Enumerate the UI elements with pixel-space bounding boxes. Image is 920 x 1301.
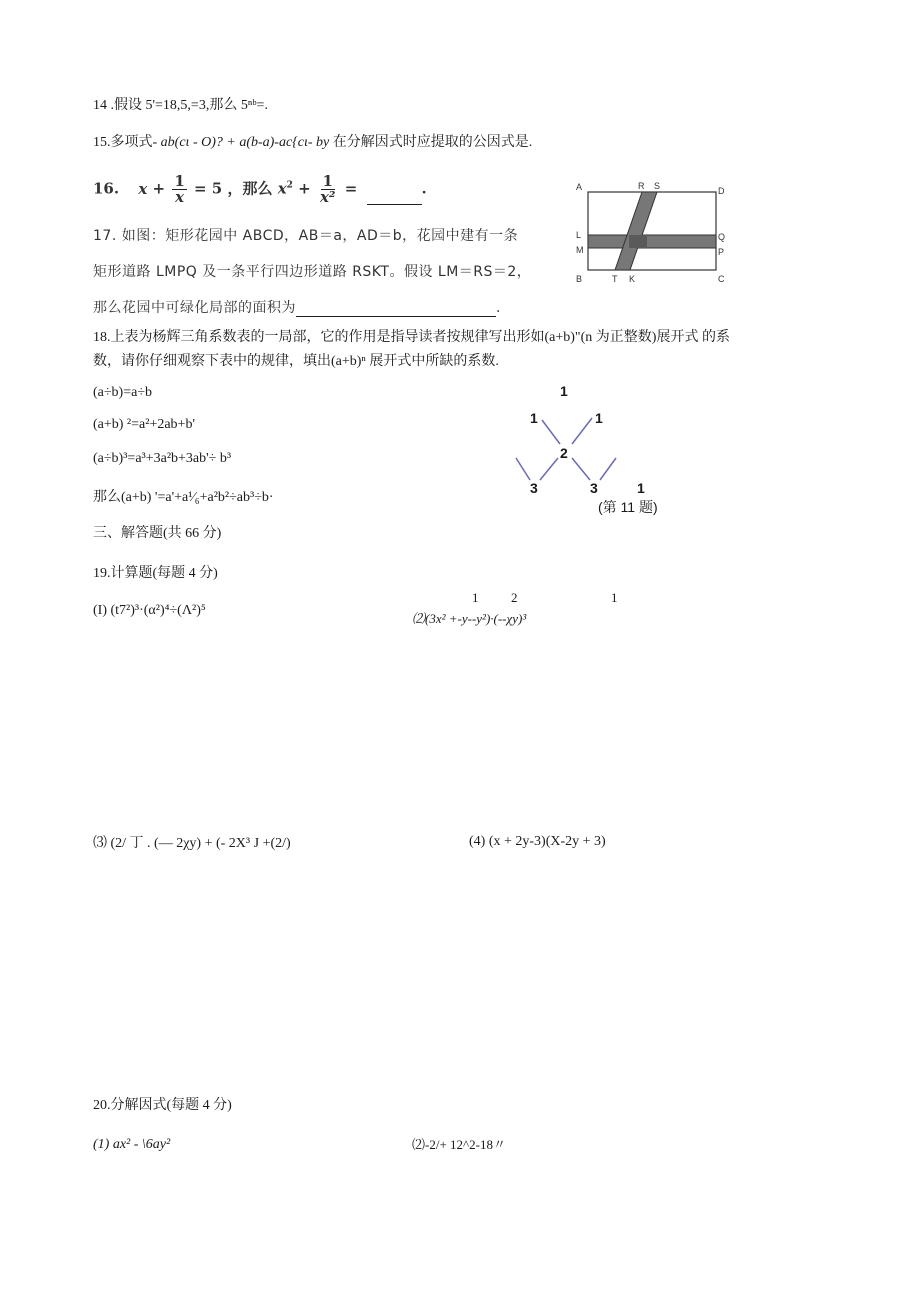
label-r: R [638,181,645,191]
label-l: L [576,230,582,240]
binomial-row-3: (a÷b)³=a³+3a²b+3ab'÷ b³ [93,451,232,466]
q16-x2: x [277,179,287,198]
question-15 [93,131,532,151]
triangle-number: 2 [560,445,568,461]
label-k: K [629,274,636,284]
triangle-number: 1 [637,480,645,496]
road-lmpq [588,235,716,248]
label-t: T [612,274,618,284]
label-s: S [654,181,661,191]
q16-sup2: 2 [286,180,293,191]
binomial-row-1: (a÷b)=a÷b [93,385,153,400]
q19-part-1: (I) (t7²)³·(α²)⁴÷(Λ²)⁵ [93,603,206,618]
q19-part-3: ⑶ (2/ 丁 . (— 2χy) + (- 2X³ J +(2/) [93,836,291,851]
q16-frac2-den: x² [319,188,336,206]
q15-prefix: 15.多项式- [93,135,161,150]
q16-plus2: + [298,179,311,198]
q15-expression: ab(cι - O)? + a(b-a)-ac{cι- by [160,135,330,150]
triangle-number: 3 [590,480,598,496]
triangle-line-6 [600,458,616,480]
q16-eq2: = [344,179,358,198]
q19-part-2-fraction-top: 1 [611,590,618,605]
q15-suffix: 在分解因式时应提取的公因式是. [329,135,533,150]
q16-answer-blank[interactable] [367,204,422,205]
q19-part-2-fraction-top: 2 [511,590,518,605]
question-20-title: 20.分解因式(每题 4 分) [93,1098,232,1113]
q19-part-4: (4) (x + 2y-3)(X-2y + 3) [469,834,606,849]
question-19-title: 19.计算题(每题 4 分) [93,566,218,581]
triangle-line-3 [516,458,530,480]
triangle-number: 1 [530,410,538,426]
q16-eq1: = 5 ，那么 [194,179,273,198]
q16-label: 16. [93,179,120,198]
section-3-heading: 三、解答题(共 66 分) [93,526,222,541]
question-18-line-1: 18.上表为杨辉三角系数表的一局部，它的作用是指导读者按规律写出形如(a+b)"(n 为正整数)展开式 的系 [93,330,730,345]
question-16: 16. x + $\frac{1}{x}$ = 5 ，那么 $x^2$ + $\frac{1}{\text{x²}}$ = . [93,172,427,206]
label-a: A [576,182,583,192]
question-18-line-2: 数，请你仔细观察下表中的规律，填出(a+b)ⁿ 展开式中所缺的系数. [93,354,499,369]
binomial-row-2: (a+b) ²=a²+2ab+b' [93,417,195,432]
q16-fraction-1 [172,174,186,205]
question-17-line-1: 17. 如图：矩形花园中 ABCD，AB＝a，AD＝b，花园中建有一条 [93,228,519,244]
road-overlap [629,235,647,248]
garden-figure [572,178,732,290]
triangle-number: 1 [595,410,603,426]
road-rskt [615,192,657,270]
triangle-line-2 [572,418,592,444]
q16-frac1-den: x [175,188,185,206]
triangle-caption: (第 11 题) [598,499,658,515]
triangle-number: 1 [560,383,568,399]
triangle-line-1 [542,420,560,444]
triangle-line-5 [572,458,590,480]
triangle-line-4 [540,458,558,480]
label-b: B [576,274,583,284]
label-d: D [718,186,725,196]
q17-line3-text: 那么花园中可绿化局部的面积为 [93,300,296,316]
q19-part-2-fraction-top: 1 [472,590,479,605]
q17-answer-blank[interactable] [296,316,496,317]
label-q: Q [718,232,726,242]
label-p: P [718,247,725,257]
triangle-number: 3 [530,480,538,496]
q16-x: x [138,179,148,198]
q20-part-2: ⑵-2/+ 12^2-18〃 [412,1137,506,1152]
q16-frac1-num: 1 [174,172,185,190]
question-14: 14 .假设 5'=18,5,=3,那么 5ⁿᵇ=. [93,98,268,113]
label-m: M [576,245,584,255]
q16-fraction-2 [318,174,338,205]
q16-frac2-num: 1 [322,172,333,190]
q16-plus: + [152,179,166,198]
question-17-line-3: 那么花园中可绿化局部的面积为 . [93,300,501,316]
q20-part-1: (1) ax² - \6ay² [93,1137,171,1152]
question-17-line-2: 矩形道路 LMPQ 及一条平行四边形道路 RSKT。假设 LM＝RS＝2， [93,264,532,280]
label-c: C [718,274,725,284]
binomial-row-4: 那么(a+b) '=a'+a¹⁄₆+a²b²÷ab³÷b· [93,490,274,505]
q19-part-2: ⑵(3x² +-y--y²)·(--χy)³ [412,611,527,626]
